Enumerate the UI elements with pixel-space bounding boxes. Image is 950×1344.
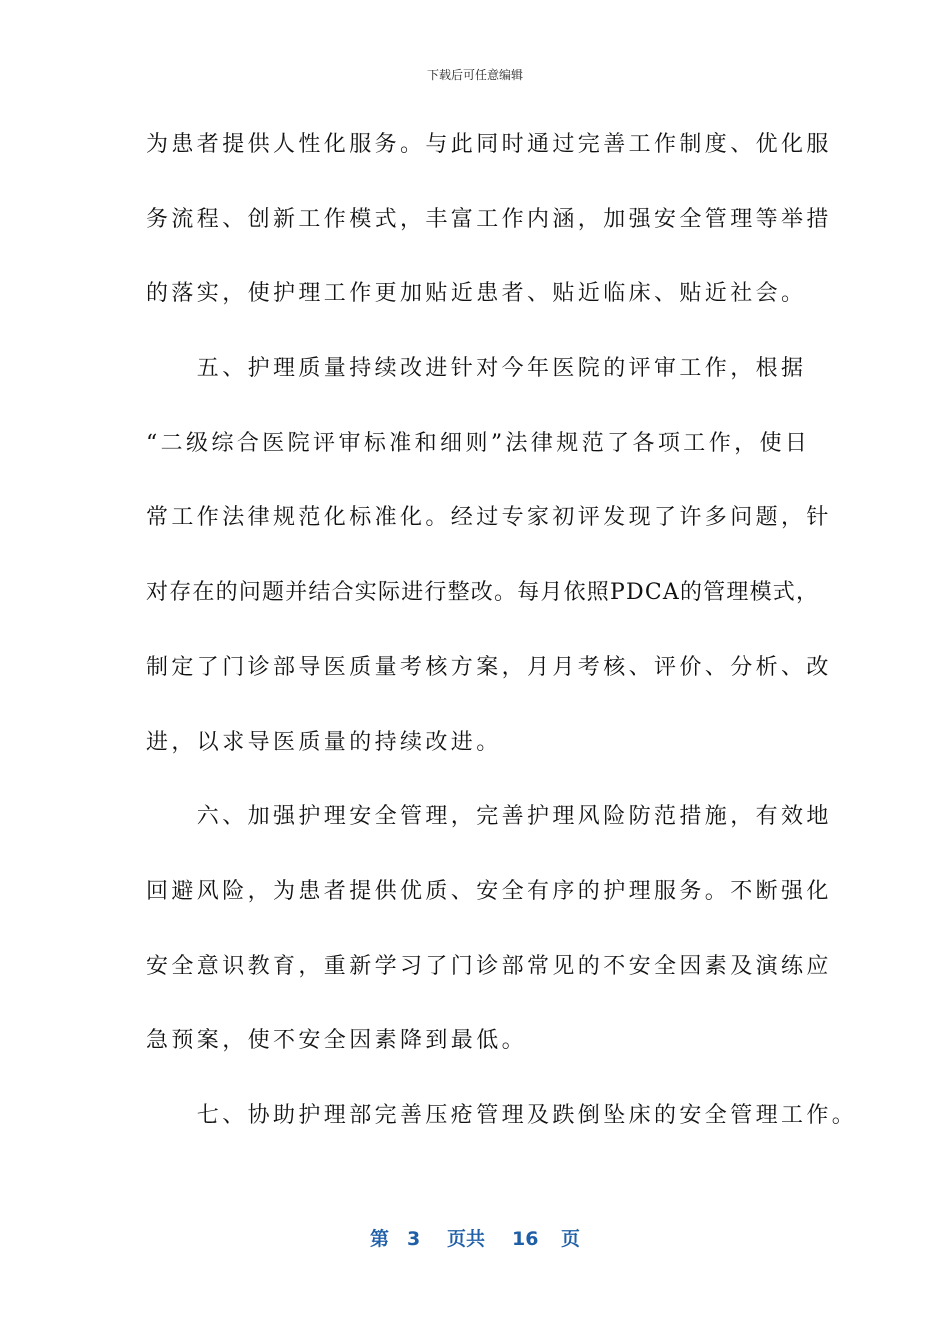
text-line: 进，以求导医质量的持续改进。 [146,729,502,755]
text-line: 为患者提供人性化服务。与此同时通过完善工作制度、优化服 [146,132,832,157]
footer-total-pages: 16 [512,1228,539,1250]
section-five-heading-line: 五、护理质量持续改进针对今年医院的评审工作，根据 [146,356,807,382]
text-line: 的落实，使护理工作更加贴近患者、贴近临床、贴近社会。 [146,281,807,307]
footer-ye-gong: 页共 [447,1228,486,1250]
page-footer [0,1224,950,1254]
footer-di: 第 [370,1228,390,1250]
text-line: 回避风险，为患者提供优质、安全有序的护理服务。不断强化 [146,878,832,904]
footer-current-page: 3 [407,1228,421,1250]
text-line: 对存在的问题并结合实际进行整改。每月依照PDCA的管理模式， [146,580,820,606]
text-line: 安全意识教育，重新学习了门诊部常见的不安全因素及演练应 [146,953,832,979]
text-line: 制定了门诊部导医质量考核方案，月月考核、评价、分析、改 [146,654,832,680]
text-line: 急预案，使不安全因素降到最低。 [146,1028,528,1054]
section-six-heading-line: 六、加强护理安全管理，完善护理风险防范措施，有效地 [146,804,832,830]
text-line: 常工作法律规范化标准化。经过专家初评发现了许多问题，针 [146,505,832,531]
section-seven-heading-line: 七、协助护理部完善压疮管理及跌倒坠床的安全管理工作。 [146,1102,858,1128]
footer-ye: 页 [561,1228,581,1250]
body-text [146,126,858,1172]
text-line: “二级综合医院评审标准和细则”法律规范了各项工作，使日 [146,430,811,456]
text-line: 务流程、创新工作模式，丰富工作内涵，加强安全管理等举措 [146,206,832,232]
header-note: 下载后可任意编辑 [426,68,523,82]
